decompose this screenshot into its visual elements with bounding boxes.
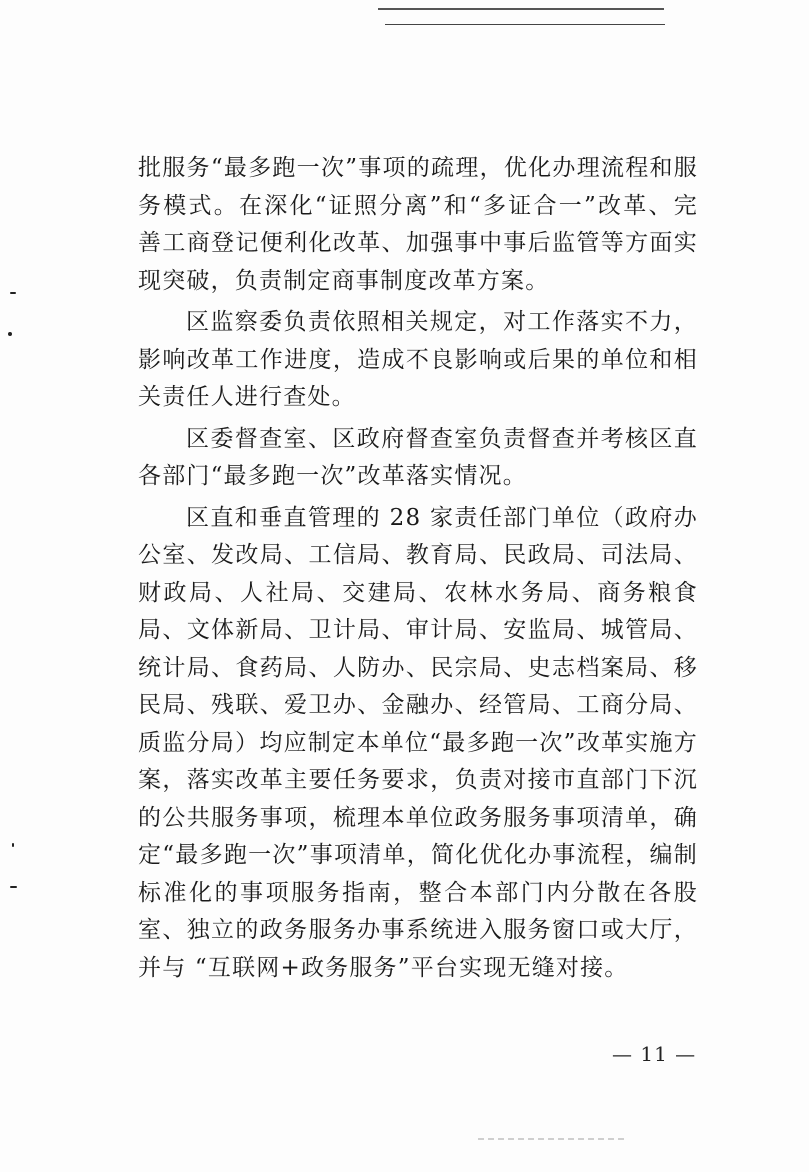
page-number: — 11 — — [612, 1042, 697, 1066]
paragraph-3: 区委督查室、区政府督查室负责督查并考核区直各部门“最多跑一次”改革落实情况。 — [138, 425, 698, 489]
paragraph-4: 区直和垂直管理的 28 家责任部门单位（政府办公室、发改局、工信局、教育局、民政局、司法局、财政局、人社局、交建局、农林水务局、商务粮食局、文体新局、卫计局、审计局、安监局、城管局、统计局、食药局、人防办、民宗局、史志档案局、移民局、残联、爱卫办、金融办、经管局、工商分局、质监分局）均应制定本单位“最多跑一次”改革实施方案，落实改革主要任务要求，负责对接市直部门下沉的公共服务事项，梳理本单位政务服务事项清单，确定“最多跑一次”事项清单，简化优化办事流程，编制标准化的事项服务指南，整合本部门内分散在各股室、独立的政务服务办事系统进入服务窗口或大厅，并与 “互联网+政务服务”平台实现无缝对接。 — [138, 504, 698, 981]
scan-margin-mark — [10, 886, 17, 888]
scan-top-rule-1 — [378, 8, 664, 10]
scan-margin-mark — [10, 292, 16, 294]
scan-top-rule-2 — [385, 24, 665, 25]
document-body — [138, 150, 698, 991]
scan-bottom-smudge — [478, 1138, 628, 1140]
scan-margin-mark — [12, 843, 14, 847]
paragraph-1: 批服务“最多跑一次”事项的疏理，优化办理流程和服务模式。在深化“证照分离”和“多证合一”改革、完善工商登记便利化改革、加强事中事后监管等方面实现突破，负责制定商事制度改革方案。 — [138, 155, 698, 294]
scan-margin-mark — [8, 332, 12, 336]
paragraph-2: 区监察委负责依照相关规定，对工作落实不力，影响改革工作进度，造成不良影响或后果的单位和相关责任人进行查处。 — [138, 309, 698, 410]
